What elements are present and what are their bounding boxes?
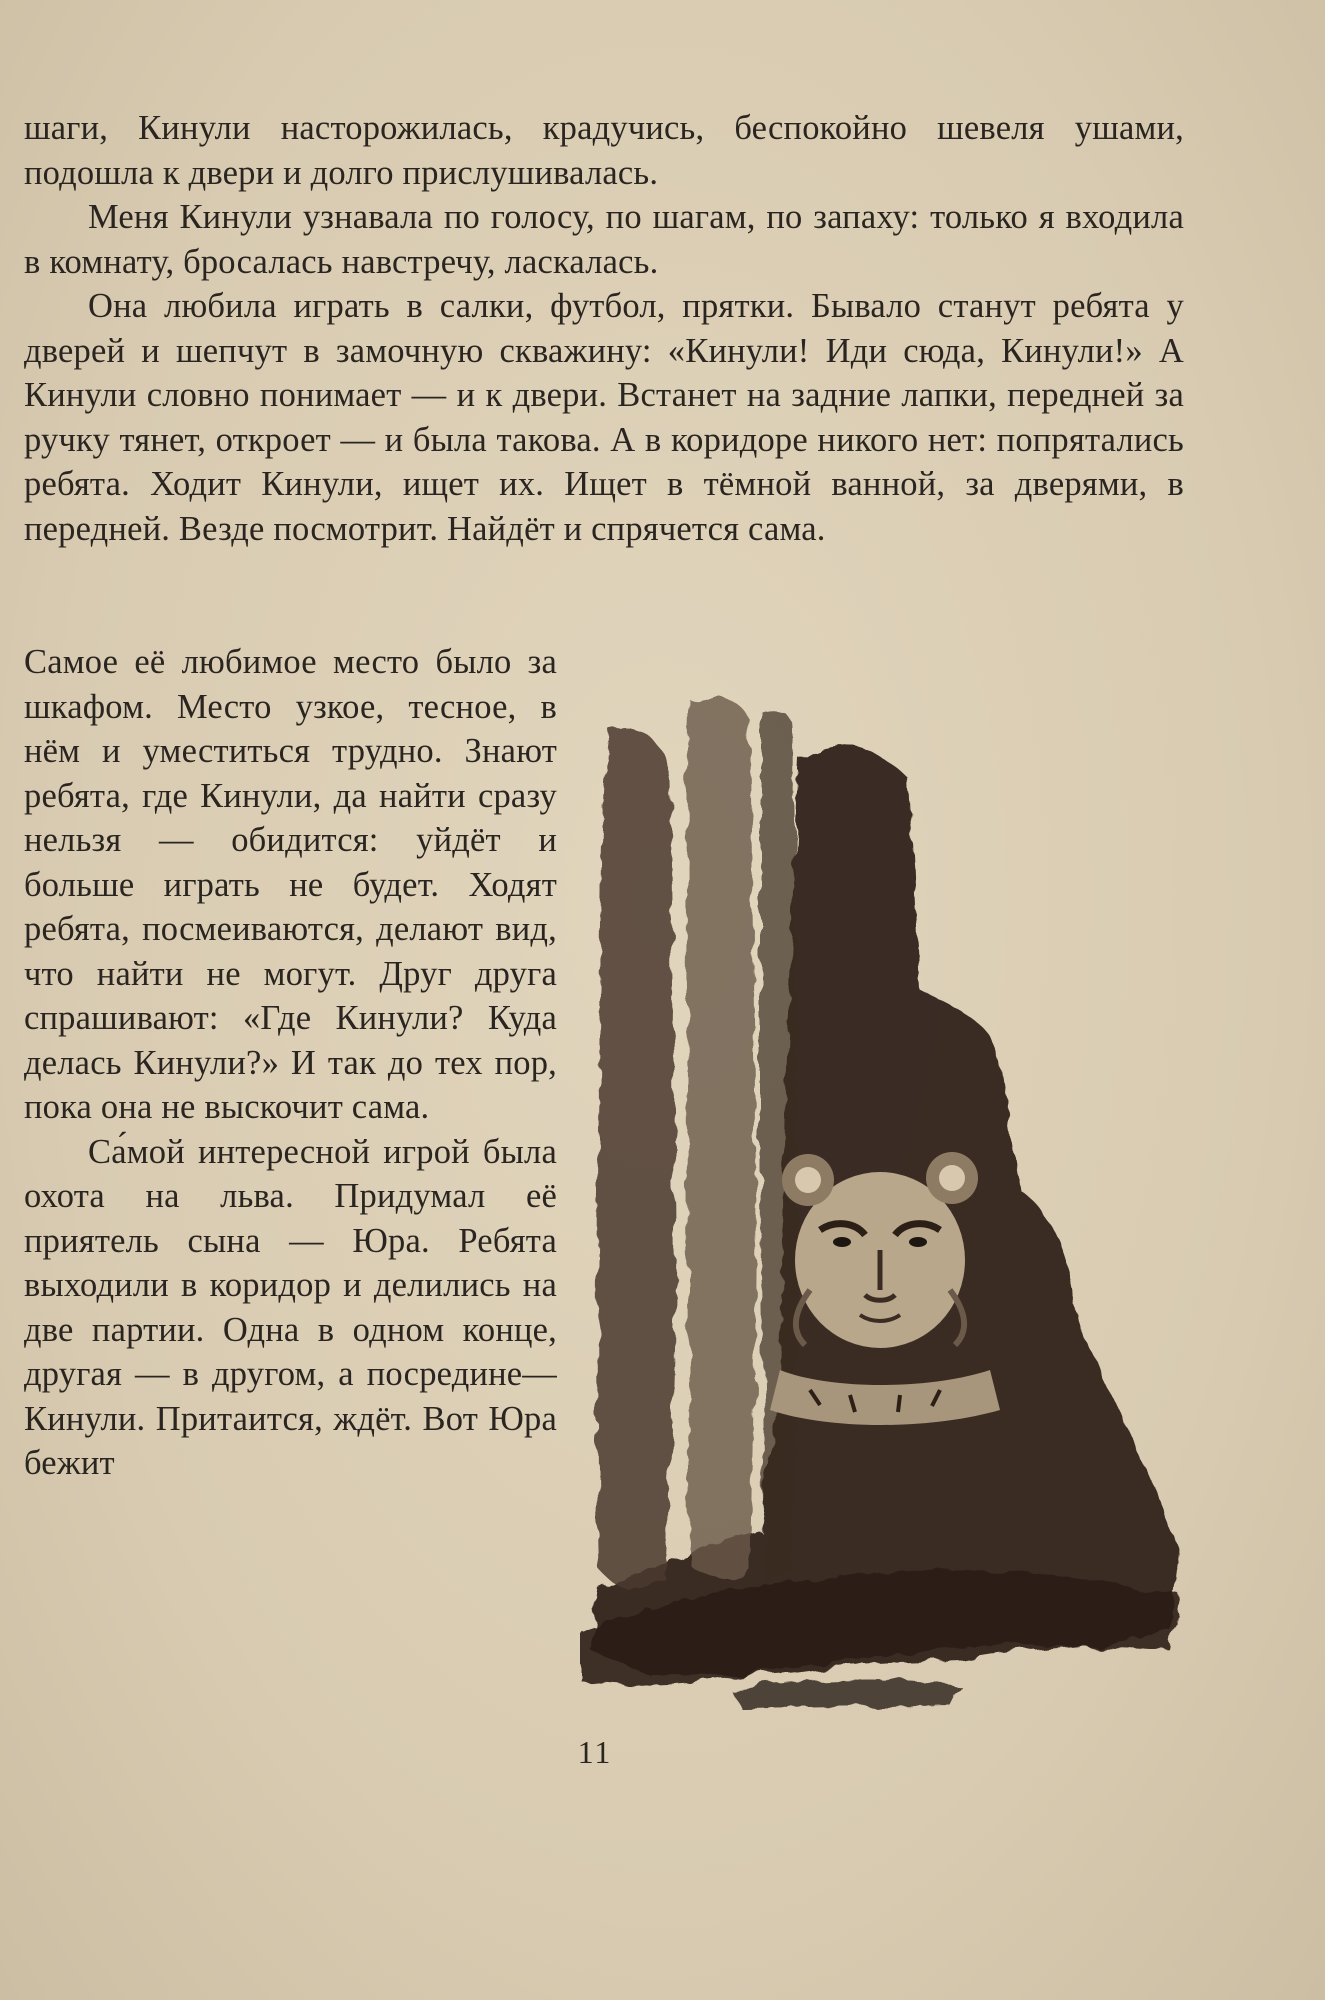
paragraph: шаги, Кинули насторожилась, крадучись, беспокойно шевеля ушами, подошла к двери и долго прислушивалась. [24, 109, 1184, 192]
page-number: 11 [577, 1734, 613, 1770]
top-text-block [24, 106, 1184, 551]
lion-cub-illustration [580, 690, 1210, 1710]
paragraph: Она любила играть в салки, футбол, прятки. Бывало станут ребята у дверей и шепчут в замочную скважину: «Кинули! Иди сюда, Кинули!» А Кинули словно понимает — и к двери. Встанет на задние лапки, передней за ручку тянет, откроет — и была такова. А в коридоре никого нет: попрятались ребята. Ходит Кинули, ищет их. Ищет в тёмной ванной, за дверями, в передней. Везде посмотрит. Найдёт и спрячется сама. [24, 287, 1184, 548]
paragraph: Самое её любимое место было за шкафом. Место узкое, тесное, в нём и уместиться трудно. Знают ребята, где Кинули, да найти сразу нельзя — обидится: уйдёт и больше играть не будет. Ходят ребята, посмеиваются, делают вид, что найти не могут. Друг друга спрашивают: «Где Кинули? Куда делась Кинули?» И так до тех пор, пока она не выскочит сама. [24, 643, 557, 1126]
side-text-block [24, 640, 557, 1486]
paragraph: Меня Кинули узнавала по голосу, по шагам, по запаху: только я входила в комнату, бросалась навстречу, ласкалась. [24, 198, 1184, 281]
paragraph: Са́мой интересной игрой была охота на льва. Придумал её приятель сына — Юра. Ребята выходили в коридор и делились на две партии. Одна в одном конце, другая — в другом, а посредине—Кинули. Притаится, ждёт. Вот Юра бежит [24, 1132, 557, 1482]
